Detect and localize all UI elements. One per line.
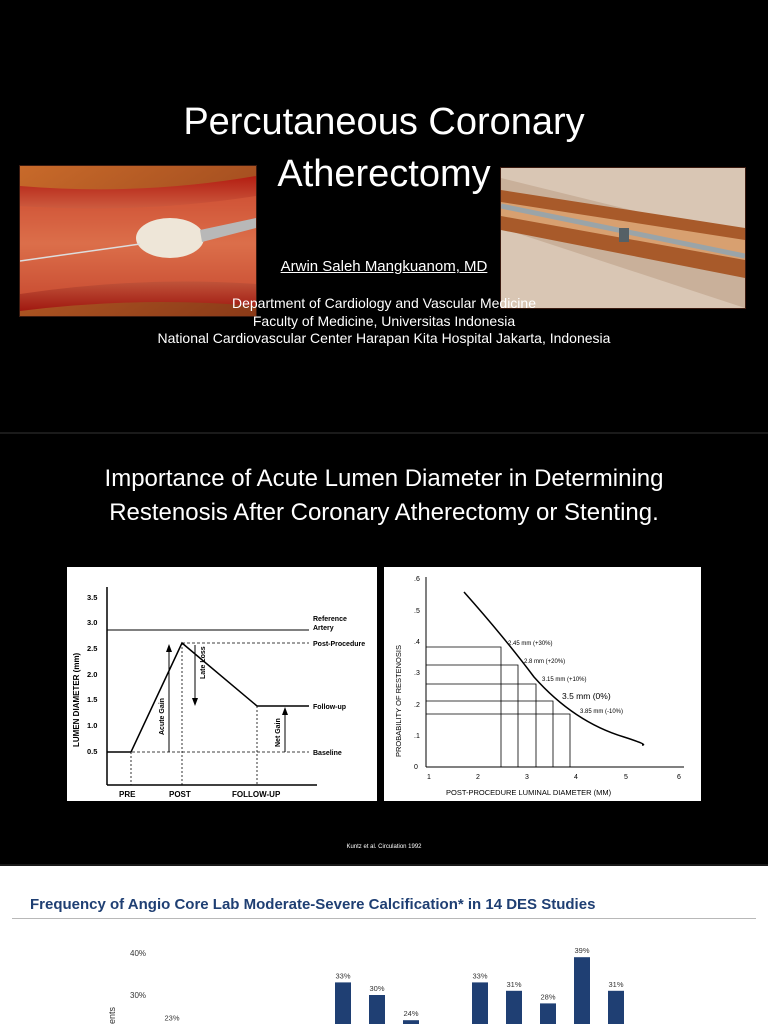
bar-value-label: 33% — [472, 971, 488, 981]
prob-ytick: .4 — [414, 639, 420, 646]
calcification-slide — [0, 866, 768, 1024]
restenosis-slide — [0, 434, 768, 864]
calcification-bar — [335, 982, 351, 1024]
bar-value-label: 33% — [335, 971, 351, 981]
prob-ytick: .2 — [414, 702, 420, 709]
lumen-ytick: 0.5 — [87, 747, 98, 756]
affiliation-line3: National Cardiovascular Center Harapan Kita Hospital Jakarta, Indonesia — [157, 330, 611, 346]
baseline-label: Baseline — [313, 750, 342, 757]
reference-label-1: Reference — [313, 616, 347, 623]
bar-value-label: 30% — [369, 984, 385, 993]
calcification-bar — [608, 991, 624, 1024]
diameter-annotation: 3.5 mm (0%) — [562, 691, 611, 701]
slide2-title-line2: Restenosis After Coronary Atherectomy or Stenting. — [109, 499, 659, 526]
diameter-annotation: 2.8 mm (+20%) — [524, 659, 566, 665]
title-underline — [12, 918, 756, 919]
probability-ylabel: PROBABILITY OF RESTENOSIS — [394, 645, 403, 757]
late-loss-label: Late Loss — [200, 646, 207, 679]
calcification-bar — [540, 1003, 556, 1024]
lumen-xtick: PRE — [119, 790, 136, 799]
bar-value-label: 24% — [403, 1009, 419, 1019]
citation: Kuntz et al. Circulation 1992 — [346, 844, 422, 850]
prob-xtick: 3 — [525, 774, 529, 781]
ytick-40: 40% — [130, 949, 147, 958]
prob-ytick: .1 — [414, 733, 420, 740]
net-gain-label: Net Gain — [275, 718, 282, 747]
bar-value-label: 28% — [540, 992, 556, 1002]
calcification-bar — [506, 991, 522, 1024]
restenosis-probability-chart — [384, 567, 701, 801]
prob-ytick: 0 — [414, 764, 418, 771]
affiliation-line2: Faculty of Medicine, Universitas Indonesia — [252, 313, 516, 329]
calcification-bar — [403, 1020, 419, 1024]
slide2-title-line1: Importance of Acute Lumen Diameter in Determining — [104, 465, 664, 492]
bar-value-label: 23% — [164, 1013, 180, 1023]
prob-ytick: .3 — [414, 670, 420, 677]
reference-label-2: Artery — [313, 625, 334, 632]
lumen-ytick: 3.0 — [87, 618, 98, 627]
prob-xtick: 1 — [427, 774, 431, 781]
slide1-title-line1: Percutaneous Coronary — [183, 101, 585, 143]
prob-xtick: 6 — [677, 774, 681, 781]
lumen-xtick: POST — [169, 790, 191, 799]
bar-value-label: 39% — [574, 946, 590, 956]
acute-gain-label: Acute Gain — [159, 698, 166, 735]
prob-xtick: 4 — [574, 774, 578, 781]
lumen-ytick: 1.0 — [87, 721, 98, 730]
calcification-bar — [369, 995, 385, 1024]
prob-xtick: 5 — [624, 774, 628, 781]
diameter-annotation: 2.45 mm (+30%) — [508, 641, 553, 647]
prob-ytick: .5 — [414, 608, 420, 615]
ytick-30: 30% — [130, 991, 147, 1000]
prob-ytick: .6 — [414, 576, 420, 583]
bar-value-label: 31% — [506, 979, 522, 989]
lumen-diameter-chart — [67, 567, 377, 801]
follow-up-label: Follow-up — [313, 704, 347, 711]
probability-xlabel: POST-PROCEDURE LUMINAL DIAMETER (MM) — [446, 788, 612, 797]
lumen-ytick: 1.5 — [87, 695, 98, 704]
y-axis-label-fragment: ents — [107, 1006, 117, 1024]
lumen-ytick: 2.5 — [87, 644, 98, 653]
post-procedure-label: Post-Procedure — [313, 641, 366, 648]
lumen-xtick: FOLLOW-UP — [232, 790, 281, 799]
slide3-title: Frequency of Angio Core Lab Moderate-Severe Calcification* in 14 DES Studies — [30, 896, 596, 913]
title-slide — [0, 0, 768, 432]
lumen-ylabel: LUMEN DIAMETER (mm) — [72, 652, 81, 747]
author-name: Arwin Saleh Mangkuanom, MD — [280, 258, 488, 275]
calcification-bar — [472, 982, 488, 1024]
lumen-ytick: 2.0 — [87, 670, 98, 679]
calcification-bar — [574, 957, 590, 1024]
prob-xtick: 2 — [476, 774, 480, 781]
calcification-bar-chart — [0, 924, 768, 1024]
lumen-ytick: 3.5 — [87, 593, 98, 602]
diameter-annotation: 3.15 mm (+10%) — [542, 677, 587, 683]
slide1-title-line2: Atherectomy — [277, 153, 491, 195]
diameter-annotation: 3.85 mm (-10%) — [580, 709, 624, 715]
affiliation-line1: Department of Cardiology and Vascular Medicine — [231, 295, 536, 311]
bar-value-label: 31% — [608, 979, 624, 989]
